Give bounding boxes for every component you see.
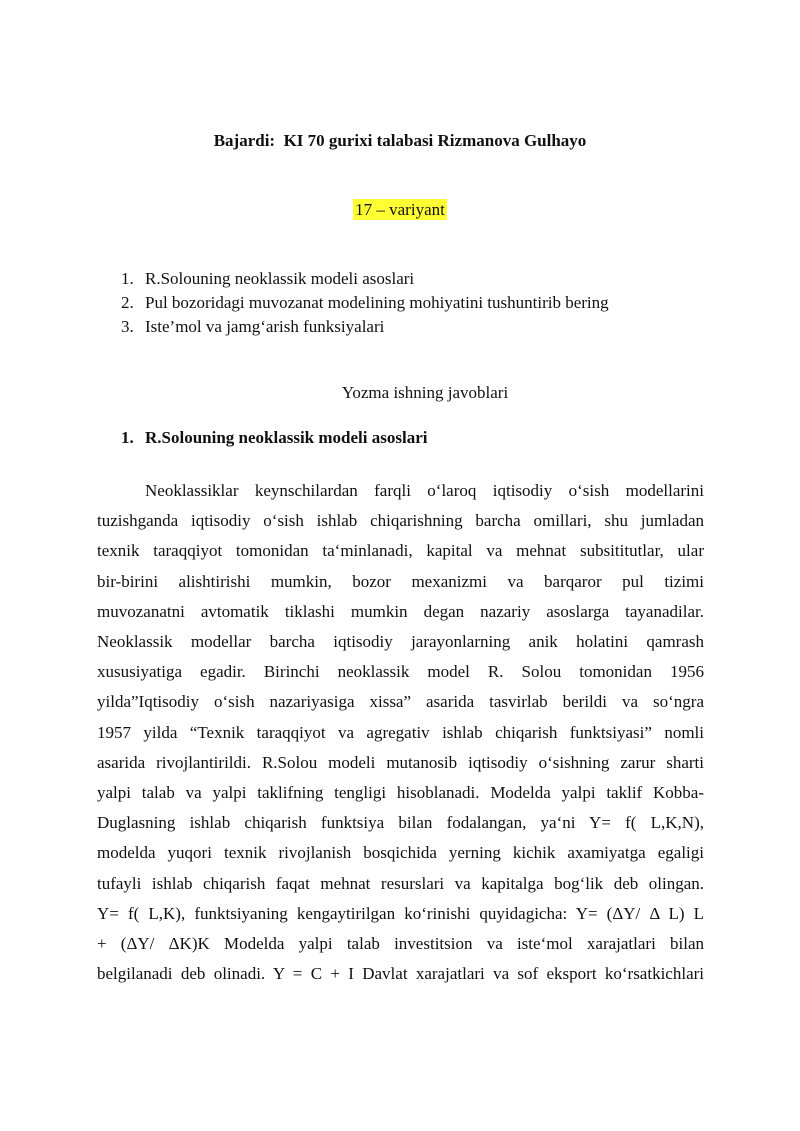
section-title: R.Solouning neoklassik modeli asoslari [145,428,428,447]
paragraph-line: Neoklassiklar keynschilardan farqli o‘laroq iqtisodiy o‘sish modellarini [145,481,704,500]
task-item [121,291,609,315]
task-text: R.Solouning neoklassik modeli asoslari [145,269,415,288]
paragraph-line: yalpi talab va yalpi taklifning tengligi hisoblanadi. Modelda yalpi taklif Kobba- [97,783,704,803]
paragraph-line: bir-birini alishtirishi mumkin, bozor mexanizmi va barqaror pul tizimi [97,571,704,591]
body-paragraph [97,476,704,989]
task-number: 1. [121,269,134,288]
paragraph-line: texnik taraqqiyot tomonidan ta‘minlanadi, kapital va mehnat subsititutlar, ular [97,541,704,561]
paragraph-line: yilda”Iqtisodiy o‘sish nazariyasiga xissa” asarida tasvirlab berildi va so‘ngra [97,692,704,712]
task-number: 3. [121,317,134,336]
variant-highlight: 17 – variyant [355,200,445,219]
paragraph-line: muvozanatni avtomatik tiklashi mumkin degan nazariy asoslarga tayanadilar. [97,601,704,621]
task-text: Pul bozoridagi muvozanat modelining mohiyatini tushuntirib bering [145,293,609,312]
task-number: 2. [121,293,134,312]
paragraph-line: xususiyatiga egadir. Birinchi neoklassik model R. Solou tomonidan 1956 [97,662,704,682]
answers-heading: Yozma ishning javoblari [341,383,509,402]
paragraph-line: + (ΔY/ ΔK)K Modelda yalpi talab investitsion va iste‘mol xarajatlari bilan [97,934,704,954]
section-heading [121,428,427,448]
paragraph-line: Neoklassik modellar barcha iqtisodiy jarayonlarning anik holatini qamrash [97,632,704,652]
task-item [121,315,609,339]
author-line: Bajardi: KI 70 gurixi talabasi Rizmanova Gulhayo [213,131,587,150]
section-number: 1. [121,428,134,447]
paragraph-line: tufayli ishlab chiqarish faqat mehnat resurslari va kapitalga bog‘lik deb olingan. [97,873,704,893]
paragraph-line: Y= f( L,K), funktsiyaning kengaytirilgan ko‘rinishi quyidagicha: Y= (ΔY/ Δ L) L [97,903,704,923]
paragraph-line: asarida rivojlantirildi. R.Solou modeli mutanosib iqtisodiy o‘sishning zarur sharti [97,752,704,772]
task-list [121,267,609,339]
paragraph-line: 1957 yilda “Texnik taraqqiyot va agregativ ishlab chiqarish funktsiyasi” nomli [97,722,704,742]
paragraph-line: tuzishganda iqtisodiy o‘sish ishlab chiqarishning barcha omillari, shu jumladan [97,511,704,531]
task-item [121,267,609,291]
paragraph-line: Duglasning ishlab chiqarish funktsiya bilan fodalangan, ya‘ni Y= f( L,K,N), [97,813,704,833]
paragraph-line: belgilanadi deb olinadi. Y = C + I Davlat xarajatlari va sof eksport ko‘rsatkichlari [97,964,704,984]
variant-label [0,200,800,220]
paragraph-line: modelda yuqori texnik rivojlanish bosqichida yerning kichik axamiyatga egaligi [97,843,704,863]
task-text: Iste’mol va jamg‘arish funksiyalari [145,317,385,336]
